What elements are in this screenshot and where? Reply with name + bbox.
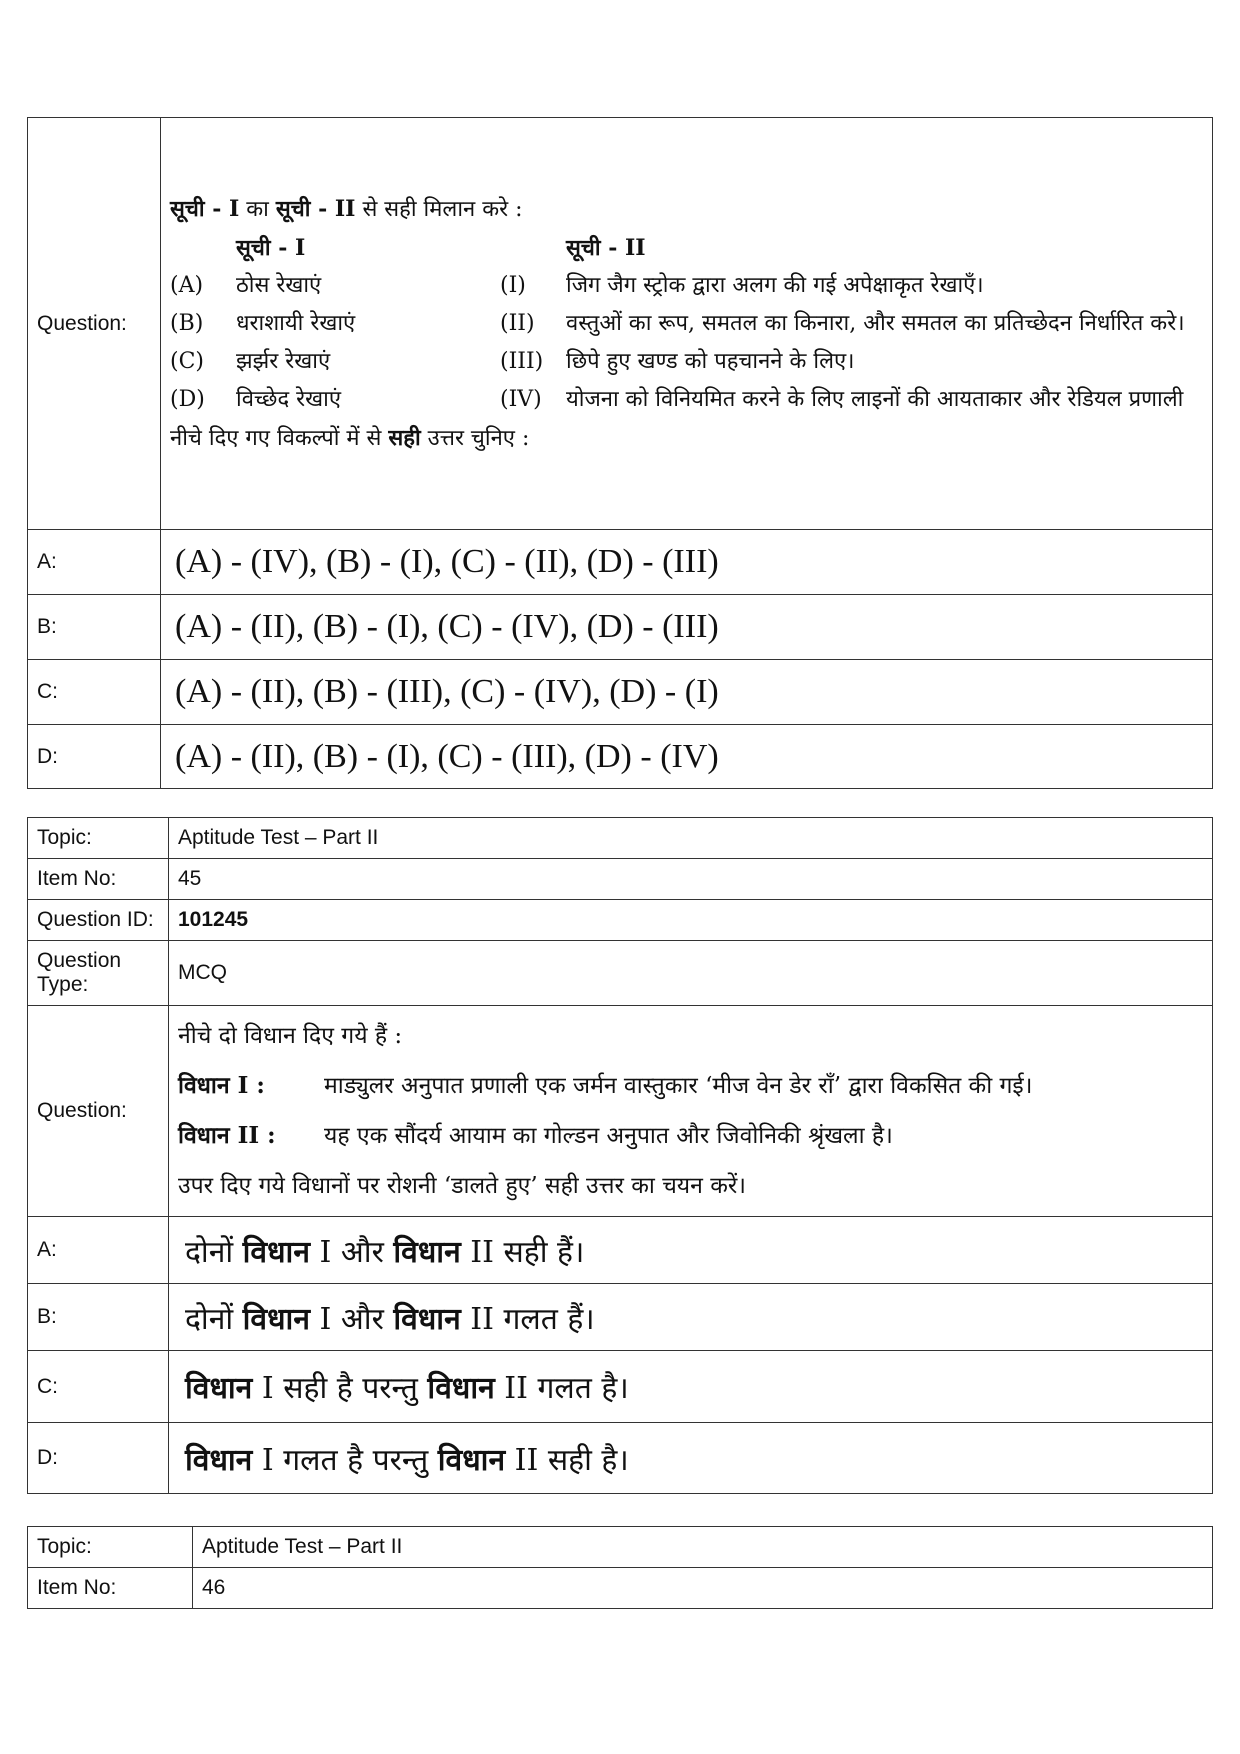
question-table-45 (27, 817, 1213, 1494)
option-row-a (28, 1217, 1213, 1284)
option-text: दोनों विधान I और विधान II गलत हैं। (169, 1284, 1213, 1351)
question-body (161, 118, 1213, 530)
question-body (169, 1006, 1213, 1217)
list-headers (170, 229, 1203, 267)
item-value: 45 (169, 859, 1213, 900)
topic-row (28, 818, 1213, 859)
option-row-d (28, 1423, 1213, 1494)
question-label: Question: (28, 1006, 169, 1217)
match-row: (A) ठोस रेखाएं (I) जिग जैग स्ट्रोक द्वारा अलग की गई अपेक्षाकृत रेखाएँ। (170, 272, 984, 298)
option-label: A: (28, 1217, 169, 1284)
topic-label: Topic: (28, 818, 169, 859)
question-id-label: Question ID: (28, 900, 169, 941)
question-table-44 (27, 117, 1213, 789)
option-label: D: (28, 725, 161, 789)
option-text: विधान I सही है परन्तु विधान II गलत है। (169, 1351, 1213, 1423)
question-id-row (28, 900, 1213, 941)
option-row-d (28, 725, 1213, 789)
item-label: Item No: (28, 859, 169, 900)
option-row-b (28, 595, 1213, 660)
match-row: (C) झर्झर रेखाएं (III) छिपे हुए खण्ड को पहचानने के लिए। (170, 348, 855, 374)
question-instruction: सूची - I का सूची - II से सही मिलान करे : (170, 195, 523, 222)
option-text: (A) - (II), (B) - (I), (C) - (IV), (D) - (III) (161, 595, 1213, 660)
option-label: B: (28, 1284, 169, 1351)
question-row (28, 118, 1213, 530)
option-row-a (28, 530, 1213, 595)
topic-value: Aptitude Test – Part II (193, 1527, 1213, 1568)
option-row-c (28, 660, 1213, 725)
statement-2: विधान II : यह एक सौंदर्य आयाम का गोल्डन अनुपात और जिवोनिकी श्रृंखला है। (178, 1122, 893, 1149)
question-table-46 (27, 1526, 1213, 1609)
question-type-row (28, 941, 1213, 1006)
item-row (28, 1568, 1213, 1609)
question-closing: उपर दिए गये विधानों पर रोशनी ‘डालते हुए’ सही उत्तर का चयन करें। (178, 1173, 747, 1199)
option-text: विधान I गलत है परन्तु विधान II सही है। (169, 1423, 1213, 1494)
topic-row (28, 1527, 1213, 1568)
option-label: C: (28, 1351, 169, 1423)
match-row: (B) धराशायी रेखाएं (II) वस्तुओं का रूप, समतल का किनारा, और समतल का प्रतिच्छेदन निर्धारित करे। (170, 310, 1185, 336)
question-row (28, 1006, 1213, 1217)
option-row-c (28, 1351, 1213, 1423)
item-label: Item No: (28, 1568, 193, 1609)
question-footer: नीचे दिए गए विकल्पों में से सही उत्तर चुनिए : (170, 424, 530, 451)
option-label: C: (28, 660, 161, 725)
question-label: Question: (28, 118, 161, 530)
option-label: A: (28, 530, 161, 595)
option-label: B: (28, 595, 161, 660)
option-text: (A) - (IV), (B) - (I), (C) - (II), (D) - (III) (161, 530, 1213, 595)
list1-header: सूची - I (236, 234, 306, 261)
statement-1: विधान I : माड्युलर अनुपात प्रणाली एक जर्मन वास्तुकार ‘मीज वेन डेर राँ’ द्वारा विकसित की गई। (178, 1072, 1033, 1099)
item-row (28, 859, 1213, 900)
option-text: (A) - (II), (B) - (III), (C) - (IV), (D) - (I) (161, 660, 1213, 725)
question-type-label: Question Type: (28, 941, 169, 1006)
topic-label: Topic: (28, 1527, 193, 1568)
option-label: D: (28, 1423, 169, 1494)
option-row-b (28, 1284, 1213, 1351)
option-text: (A) - (II), (B) - (I), (C) - (III), (D) - (IV) (161, 725, 1213, 789)
question-id-value: 101245 (169, 900, 1213, 941)
list2-header: सूची - II (566, 234, 646, 261)
match-row: (D) विच्छेद रेखाएं (IV) योजना को विनियमित करने के लिए लाइनों की आयताकार और रेडियल प्रणाली (170, 386, 1184, 412)
question-type-value: MCQ (169, 941, 1213, 1006)
question-intro: नीचे दो विधान दिए गये हैं : (178, 1023, 403, 1049)
topic-value: Aptitude Test – Part II (169, 818, 1213, 859)
option-text: दोनों विधान I और विधान II सही हैं। (169, 1217, 1213, 1284)
item-value: 46 (193, 1568, 1213, 1609)
